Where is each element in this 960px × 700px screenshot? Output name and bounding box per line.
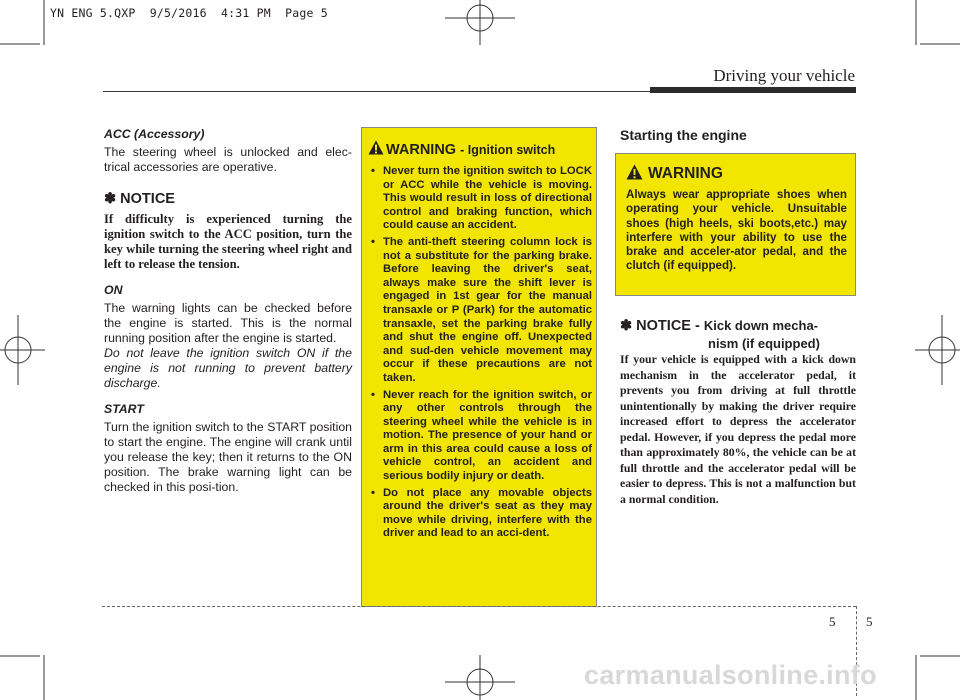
warning-item [370, 165, 592, 233]
warning-list [370, 165, 592, 544]
start-heading: START [104, 402, 144, 416]
warning-triangle-icon [368, 140, 384, 155]
warning-box-shoes [615, 153, 856, 296]
header-bar [650, 87, 856, 93]
warning-item [370, 389, 592, 484]
warning-subtitle: - Ignition switch [460, 143, 556, 157]
warning-item [370, 236, 592, 386]
notice-subtitle-line2: nism (if equipped) [708, 336, 820, 351]
starting-engine-title: Starting the engine [620, 127, 747, 143]
notice-label: ✽ NOTICE - [620, 318, 700, 334]
on-text: The warning lights can be checked before the engine is started. This is the normal running position after the engine is started. [104, 301, 352, 345]
watermark: carmanualsonline.info [584, 660, 877, 690]
on-italic-text: Do not leave the ignition switch ON if the engine is not running to prevent battery discharge. [104, 346, 352, 390]
print-slug: YN ENG 5.QXP 9/5/2016 4:31 PM Page 5 [50, 6, 328, 20]
ignition-positions-column [104, 127, 352, 495]
warning-title: WARNING [648, 165, 723, 182]
bullet: • [371, 235, 375, 248]
kickdown-notice-text: If your vehicle is equipped with a kick down mechanism in the accelerator pedal, it prevents you from driving at full throttle unintentionally by making the driver require increased effort to depress the accelerator pedal. However, if you depress the pedal more than approximately 80%, the vehicle can be at full throttle and the accelerator pedal will be easier to depress. This is not a malfunction but a normal condition. [620, 352, 856, 506]
starting-engine-column [620, 127, 856, 143]
notice-title: ✽ NOTICE [104, 191, 175, 207]
warning-text: Always wear appropriate shoes when operating your vehicle. Unsuitable shoes (high heels, ski boots,etc.) may interfere with your ability to use the brake and acceler-ator pedal, and the clutch (if equipped). [626, 188, 847, 273]
warning-item [370, 487, 592, 541]
kickdown-notice-title [620, 317, 856, 353]
warning-item-text: Do not place any movable objects around the driver's seat as they may move while driving, interfere with the driver and lead to an acci-dent. [383, 486, 592, 540]
footer-rule [102, 606, 856, 607]
warning-box-ignition [361, 127, 597, 607]
warning-title [386, 142, 555, 158]
bullet: • [371, 165, 375, 177]
warning-item-text: Never reach for the ignition switch, or any other controls through the steering wheel while the vehicle is in motion. The presence of your hand or arm in this area could cause a loss of vehicle control, an accident and serious bodily injury or death. [383, 388, 592, 483]
start-text: Turn the ignition switch to the START position to start the engine. The engine will crank until you release the key; then it returns to the ON position. The brake warning light can be checked in this posi-tion. [104, 420, 352, 494]
section-title: Driving your vehicle [713, 66, 855, 85]
on-heading: ON [104, 283, 123, 297]
notice-subtitle-line1: Kick down mecha- [703, 318, 818, 333]
warning-triangle-icon [626, 164, 643, 180]
warning-title-text: WARNING [386, 142, 457, 158]
notice-text: If difficulty is experienced turning the ignition switch to the ACC position, turn the key while turning the steering wheel right and left to release the tension. [104, 212, 352, 271]
bullet: • [371, 388, 375, 401]
bullet: • [371, 486, 375, 499]
warning-item-text: The anti-theft steering column lock is not a substitute for the parking brake. Before leaving the driver's seat, always make sure the shift lever is engaged in 1st gear for the manual transaxle or P (Park) for the automatic transaxle, set the parking brake fully and shut the engine off. Unexpected and sud-den vehicle movement may occur if these precautions are not taken. [383, 235, 592, 384]
acc-heading: ACC (Accessory) [104, 127, 205, 141]
warning-item-text: Never turn the ignition switch to LOCK or ACC while the vehicle is moving. This would result in loss of directional control and braking function, which could cause an accident. [383, 165, 592, 232]
chapter-number: 5 [829, 614, 836, 629]
page-number: 5 [866, 614, 873, 629]
acc-text: The steering wheel is unlocked and elec-trical accessories are operative. [104, 145, 352, 174]
